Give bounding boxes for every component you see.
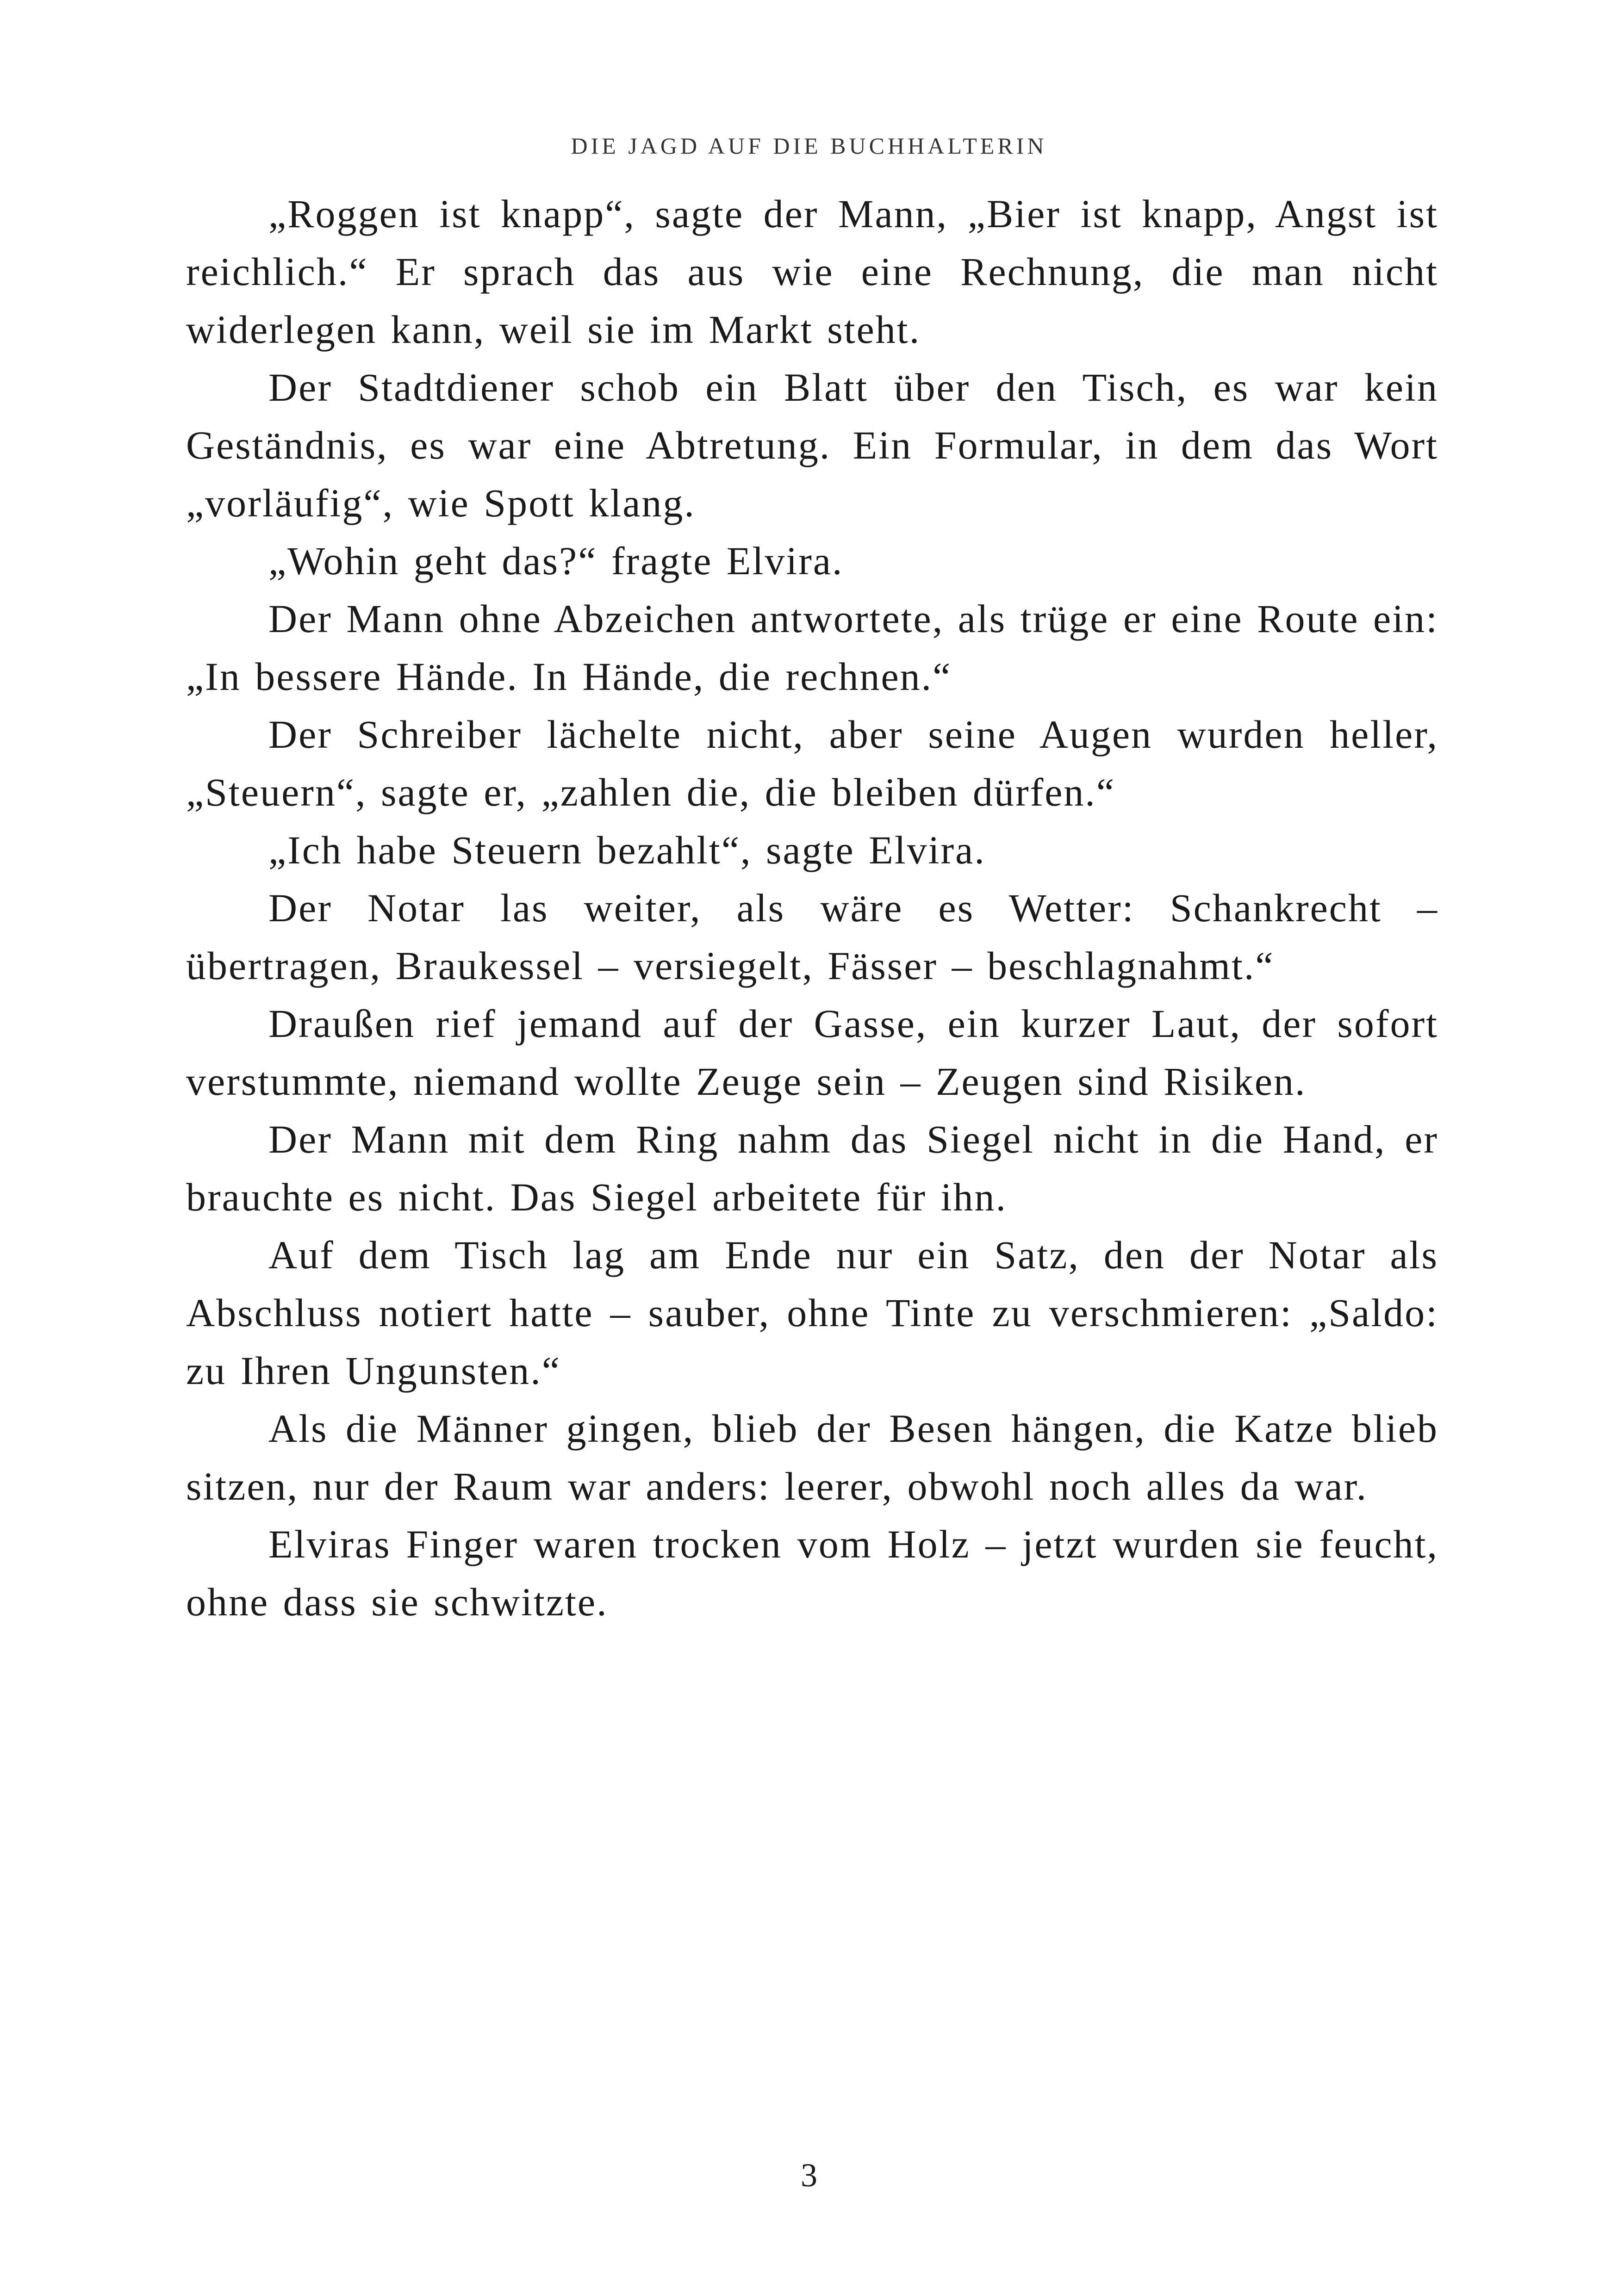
paragraph: „Roggen ist knapp“, sagte der Mann, „Bier ist knapp, Angst ist reichlich.“ Er sprach das aus wie eine Rechnung, die man nicht widerlegen kann, weil sie im Markt steht.	[186, 192, 1438, 352]
paragraph: Der Schreiber lächelte nicht, aber seine Augen wurden heller, „Steuern“, sagte er, „zahlen die, die bleiben dürfen.“	[186, 712, 1438, 814]
paragraph: Der Notar las weiter, als wäre es Wetter: Schankrecht – übertragen, Braukessel – versiegelt, Fässer – beschlagnahmt.“	[186, 886, 1438, 988]
paragraph: Elviras Finger waren trocken vom Holz – jetzt wurden sie feucht, ohne dass sie schwitzte.	[186, 1522, 1438, 1624]
paragraph: Als die Männer gingen, blieb der Besen hängen, die Katze blieb sitzen, nur der Raum war anders: leerer, obwohl noch alles da war.	[186, 1406, 1438, 1508]
body-text	[186, 185, 1438, 1631]
paragraph: Draußen rief jemand auf der Gasse, ein kurzer Laut, der sofort verstummte, niemand wollte Zeuge sein – Zeugen sind Risiken.	[186, 1001, 1438, 1104]
paragraph: „Wohin geht das?“ fragte Elvira.	[268, 539, 844, 583]
running-head: DIE JAGD AUF DIE BUCHHALTERIN	[571, 133, 1047, 159]
paragraph: „Ich habe Steuern bezahlt“, sagte Elvira.	[268, 828, 986, 872]
paragraph: Auf dem Tisch lag am Ende nur ein Satz, den der Notar als Abschluss notiert hatte – sauber, ohne Tinte zu verschmieren: „Saldo: zu Ihren Ungunsten.“	[186, 1233, 1438, 1393]
paragraph: Der Mann mit dem Ring nahm das Siegel nicht in die Hand, er brauchte es nicht. Das Siegel arbeitete für ihn.	[186, 1117, 1438, 1219]
paragraph: Der Mann ohne Abzeichen antwortete, als trüge er eine Route ein: „In bessere Hände. In Hände, die rechnen.“	[186, 596, 1438, 699]
page-number: 3	[801, 2157, 817, 2194]
paragraph: Der Stadtdiener schob ein Blatt über den Tisch, es war kein Geständnis, es war eine Abtretung. Ein Formular, in dem das Wort „vorläufig“, wie Spott klang.	[186, 365, 1438, 525]
